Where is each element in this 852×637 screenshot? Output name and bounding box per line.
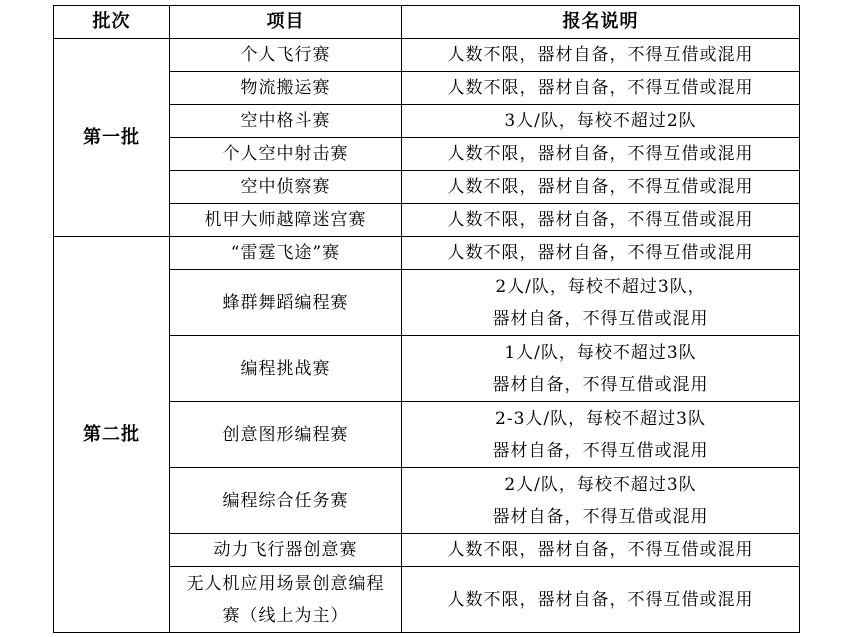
note-cell [402, 468, 800, 534]
note-cell [402, 237, 800, 270]
item-cell [170, 105, 402, 138]
note-text: 器材自备，不得互借或混用 [492, 374, 709, 395]
note-text: 人数不限，器材自备，不得互借或混用 [447, 144, 754, 164]
item-cell [170, 534, 402, 567]
note-text: 器材自备，不得互借或混用 [492, 506, 709, 527]
item-cell [170, 567, 402, 633]
header-note: 报名说明 [402, 6, 800, 39]
item-text: 创意图形编程赛 [222, 424, 349, 445]
note-cell [402, 138, 800, 171]
item-cell [170, 39, 402, 72]
note-text: 1人/队，每校不超过3队 [504, 342, 697, 363]
note-text: 人数不限，器材自备，不得互借或混用 [447, 589, 754, 610]
item-text: 个人空中射击赛 [222, 144, 349, 164]
table-body [54, 39, 800, 633]
item-text: 个人飞行赛 [240, 45, 331, 65]
table-row [54, 237, 800, 270]
header-item: 项目 [170, 6, 402, 39]
batch-cell: 第一批 [54, 39, 170, 237]
note-cell [402, 402, 800, 468]
note-cell [402, 171, 800, 204]
note-text: 器材自备，不得互借或混用 [492, 440, 709, 461]
item-text: “雷霆飞途”赛 [230, 243, 341, 263]
note-text: 人数不限，器材自备，不得互借或混用 [447, 540, 754, 560]
item-text: 空中侦察赛 [240, 177, 331, 197]
item-text: 蜂群舞蹈编程赛 [222, 292, 349, 313]
note-text: 人数不限，器材自备，不得互借或混用 [447, 177, 754, 197]
item-text: 机甲大师越障迷宫赛 [204, 210, 367, 230]
item-cell [170, 138, 402, 171]
item-cell [170, 237, 402, 270]
note-text: 器材自备，不得互借或混用 [492, 308, 709, 329]
note-text: 人数不限，器材自备，不得互借或混用 [447, 78, 754, 98]
item-text: 空中格斗赛 [240, 111, 331, 131]
note-text: 2人/队，每校不超过3队 [504, 474, 697, 495]
item-text: 物流搬运赛 [240, 78, 331, 98]
note-text: 3人/队，每校不超过2队 [504, 111, 697, 131]
table-header-row [54, 6, 800, 39]
note-text: 人数不限，器材自备，不得互借或混用 [447, 45, 754, 65]
note-cell [402, 270, 800, 336]
note-cell [402, 105, 800, 138]
item-cell [170, 204, 402, 237]
note-cell [402, 39, 800, 72]
item-cell [170, 72, 402, 105]
note-text: 人数不限，器材自备，不得互借或混用 [447, 243, 754, 263]
item-cell [170, 171, 402, 204]
note-cell [402, 72, 800, 105]
note-cell [402, 336, 800, 402]
item-cell [170, 468, 402, 534]
note-text: 2人/队，每校不超过3队， [495, 276, 706, 297]
note-cell [402, 534, 800, 567]
item-cell [170, 402, 402, 468]
item-text: 动力飞行器创意赛 [213, 540, 358, 560]
item-cell [170, 336, 402, 402]
header-batch: 批次 [54, 6, 170, 39]
batch-cell: 第二批 [54, 237, 170, 633]
registration-table [53, 5, 800, 633]
item-cell [170, 270, 402, 336]
note-text: 人数不限，器材自备，不得互借或混用 [447, 210, 754, 230]
note-cell [402, 204, 800, 237]
item-text: 赛（线上为主） [222, 605, 349, 626]
item-text: 无人机应用场景创意编程 [186, 573, 385, 594]
item-text: 编程综合任务赛 [222, 490, 349, 511]
item-text: 编程挑战赛 [240, 358, 331, 379]
table-row [54, 39, 800, 72]
note-cell [402, 567, 800, 633]
note-text: 2-3人/队，每校不超过3队 [495, 408, 706, 429]
